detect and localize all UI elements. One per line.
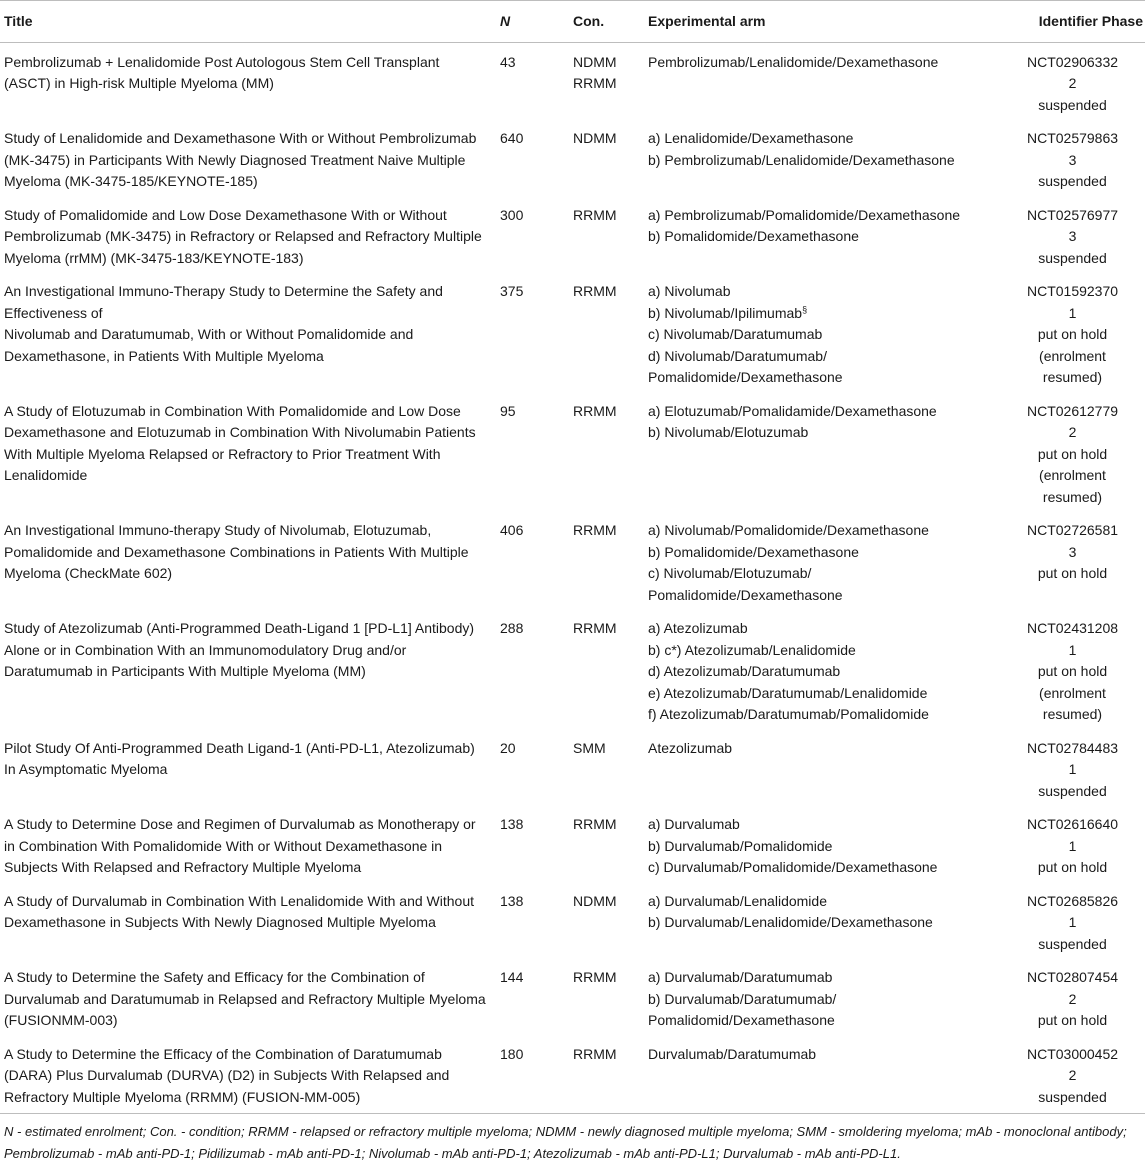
estimated-enrolment: 406	[500, 522, 524, 538]
table-row	[0, 960, 1145, 1037]
trial-title-text: A Study to Determine the Efficacy of the Combination of Daratumumab (DARA) Plus Durvalumab (DURVA) (D2) in Subjects With Relapsed and Refractory Multiple Myeloma (RRMM) (FUSION-MM-005)	[4, 1045, 450, 1105]
trial-title	[0, 394, 500, 514]
estimated-enrolment: 144	[500, 969, 524, 985]
experimental-arm: a) Elotuzumab/Pomalidamide/Dexamethasone	[648, 402, 937, 419]
experimental-arm-cell	[648, 121, 1000, 198]
condition: RRMM	[573, 75, 617, 91]
trial-title-text: A Study of Elotuzumab in Combination With Pomalidomide and Low Dose Dexamethasone and Elotuzumab in Combination With Nivolumabin Patients With Multiple Myeloma Relapsed or Refractory to Prior Treatment With Lenalidomide	[4, 402, 476, 483]
identifier-phase-cell	[1000, 611, 1145, 731]
condition-cell	[573, 513, 648, 611]
trial-identifier: NCT02726581	[1026, 522, 1119, 538]
experimental-arm: a) Nivolumab	[648, 283, 731, 299]
trial-title	[0, 198, 500, 275]
trial-identifier: NCT02431208	[1026, 620, 1119, 636]
trial-status: put on hold	[1037, 326, 1108, 342]
trial-phase: 2	[1068, 990, 1077, 1007]
experimental-arm-cell	[648, 1037, 1000, 1114]
trial-identifier: NCT02807454	[1026, 969, 1119, 985]
table-row	[0, 42, 1145, 121]
experimental-arm: b) Nivolumab/Ipilimumab§	[648, 303, 808, 321]
trial-title	[0, 807, 500, 884]
estimated-enrolment: 20	[500, 739, 516, 756]
experimental-arm: b) Pomalidomide/Dexamethasone	[648, 228, 859, 244]
trial-identifier: NCT02616640	[1026, 816, 1119, 832]
trial-title	[0, 611, 500, 731]
experimental-arm-cell	[648, 960, 1000, 1037]
experimental-arm: b) c*) Atezolizumab/Lenalidomide	[648, 641, 856, 658]
trial-title	[0, 960, 500, 1037]
experimental-arm-cell	[648, 513, 1000, 611]
experimental-arm: b) Durvalumab/Pomalidomide	[648, 837, 833, 854]
estimated-enrolment: 288	[500, 620, 524, 636]
trial-identifier: NCT02612779	[1026, 402, 1119, 419]
condition: NDMM	[573, 892, 617, 909]
estimated-enrolment: 95	[500, 402, 516, 419]
trial-status: resumed)	[1042, 706, 1103, 722]
trial-status: put on hold	[1037, 1012, 1108, 1028]
experimental-arm: Pomalidomide/Dexamethasone	[648, 586, 843, 603]
experimental-arm: b) Durvalumab/Lenalidomide/Dexamethasone	[648, 914, 933, 930]
condition: RRMM	[573, 206, 617, 223]
trial-status: suspended	[1038, 935, 1107, 952]
experimental-arm: b) Nivolumab/Elotuzumab	[648, 424, 809, 440]
table-row	[0, 611, 1145, 731]
trial-identifier: NCT03000452	[1026, 1045, 1119, 1062]
header-row	[0, 1, 1145, 43]
header-n: N	[500, 13, 511, 29]
table-row	[0, 394, 1145, 514]
identifier-phase-cell	[1000, 42, 1145, 121]
experimental-arm: a) Lenalidomide/Dexamethasone	[648, 130, 854, 146]
header-identifier-phase: Identifier Phase	[1038, 13, 1143, 29]
experimental-arm: c) Nivolumab/Elotuzumab/	[648, 565, 812, 581]
table-row	[0, 1037, 1145, 1114]
header-experimental-arm: Experimental arm	[648, 13, 766, 29]
trial-status: (enrolment	[1039, 467, 1106, 483]
trial-phase: 1	[1068, 914, 1077, 930]
condition: SMM	[573, 739, 606, 756]
trial-phase: 2	[1068, 424, 1077, 440]
experimental-arm: a) Durvalumab	[648, 816, 740, 832]
trial-phase: 2	[1068, 75, 1077, 91]
experimental-arm: a) Pembrolizumab/Pomalidomide/Dexamethasone	[648, 206, 961, 223]
condition-cell	[573, 611, 648, 731]
estimated-enrolment: 138	[500, 816, 524, 832]
condition: RRMM	[573, 816, 617, 832]
trial-identifier: NCT02685826	[1026, 892, 1119, 909]
trial-status: suspended	[1038, 173, 1107, 189]
condition-cell	[573, 42, 648, 121]
trial-title-text: Study of Lenalidomide and Dexamethasone With or Without Pembrolizumab (MK-3475) in Participants With Newly Diagnosed Treatment Naive Multiple Myeloma (MK-3475-185/KEYNOTE-185)	[4, 130, 477, 189]
experimental-arm: b) Durvalumab/Daratumumab/	[648, 990, 837, 1007]
experimental-arm: Atezolizumab	[648, 739, 733, 756]
trial-status: (enrolment	[1039, 347, 1106, 364]
trial-status: put on hold	[1037, 565, 1108, 581]
trial-title-text: Pembrolizumab + Lenalidomide Post Autologous Stem Cell Transplant (ASCT) in High-risk Multiple Myeloma (MM)	[4, 53, 440, 91]
condition-cell	[573, 807, 648, 884]
trial-phase: 3	[1068, 543, 1077, 560]
condition: RRMM	[573, 969, 617, 985]
condition-cell	[573, 121, 648, 198]
identifier-phase-cell	[1000, 274, 1145, 394]
trial-status: resumed)	[1042, 369, 1103, 385]
trial-status: suspended	[1038, 1088, 1107, 1105]
estimated-enrolment: 640	[500, 130, 524, 146]
experimental-arm: Pomalidomid/Dexamethasone	[648, 1012, 835, 1028]
condition-cell	[573, 198, 648, 275]
condition: RRMM	[573, 1045, 617, 1062]
condition: RRMM	[573, 620, 617, 636]
experimental-arm: a) Durvalumab/Daratumumab	[648, 969, 833, 985]
trial-status: resumed)	[1042, 488, 1103, 505]
experimental-arm: b) Pomalidomide/Dexamethasone	[648, 543, 859, 560]
condition: RRMM	[573, 522, 617, 538]
trial-identifier: NCT02784483	[1026, 739, 1119, 756]
trial-title	[0, 1037, 500, 1114]
table-row	[0, 121, 1145, 198]
experimental-arm: a) Atezolizumab	[648, 620, 748, 636]
experimental-arm: Pomalidomide/Dexamethasone	[648, 369, 843, 385]
trial-phase: 3	[1068, 151, 1077, 168]
trial-title	[0, 513, 500, 611]
trial-identifier: NCT02579863	[1026, 130, 1119, 146]
condition: RRMM	[573, 283, 617, 299]
experimental-arm: Pembrolizumab/Lenalidomide/Dexamethasone	[648, 53, 939, 70]
condition-cell	[573, 1037, 648, 1114]
estimated-enrolment: 300	[500, 206, 524, 223]
estimated-enrolment: 180	[500, 1045, 524, 1062]
trial-phase: 1	[1068, 641, 1077, 658]
experimental-arm: c) Durvalumab/Pomalidomide/Dexamethasone	[648, 859, 938, 875]
table-row	[0, 198, 1145, 275]
experimental-arm: a) Nivolumab/Pomalidomide/Dexamethasone	[648, 522, 929, 538]
condition: NDMM	[573, 53, 617, 70]
trial-title-text: Study of Pomalidomide and Low Dose Dexamethasone With or Without Pembrolizumab (MK-3475) in Refractory or Relapsed and Refractory Multiple Myeloma (rrMM) (MK-3475-183/KEYNOTE-183)	[4, 206, 482, 266]
header-title: Title	[4, 13, 33, 29]
footnote-marker: §	[802, 303, 808, 314]
experimental-arm: e) Atezolizumab/Daratumumab/Lenalidomide	[648, 684, 928, 701]
trial-phase: 1	[1068, 304, 1077, 321]
trial-status: suspended	[1038, 249, 1107, 266]
trial-phase: 1	[1068, 837, 1077, 854]
experimental-arm-cell	[648, 807, 1000, 884]
trial-phase: 3	[1068, 228, 1077, 244]
experimental-arm-cell	[648, 611, 1000, 731]
trial-identifier: NCT01592370	[1026, 283, 1119, 299]
condition: RRMM	[573, 402, 617, 419]
trial-title	[0, 884, 500, 961]
table-row	[0, 884, 1145, 961]
identifier-phase-cell	[1000, 394, 1145, 514]
trial-phase: 1	[1068, 761, 1077, 777]
estimated-enrolment: 375	[500, 283, 524, 299]
table-footnote: N - estimated enrolment; Con. - condition; RRMM - relapsed or refractory multiple myeloma; NDMM - newly diagnosed multiple myeloma; SMM - smoldering myeloma; mAb - monoclonal antibody; Pembrolizumab - mAb anti-PD-1; Pidilizumab - mAb anti-PD-1; Nivolumab - mAb anti-PD-1; Atezolizumab - mAb anti-PD-L1; Durvalumab - mAb anti-PD-L1.	[4, 1124, 1127, 1161]
experimental-arm: a) Durvalumab/Lenalidomide	[648, 892, 827, 909]
trial-status: suspended	[1038, 782, 1107, 799]
identifier-phase-cell	[1000, 513, 1145, 611]
identifier-phase-cell	[1000, 121, 1145, 198]
condition: NDMM	[573, 130, 617, 146]
trial-title-text: A Study to Determine the Safety and Efficacy for the Combination of Durvalumab and Daratumumab in Relapsed and Refractory Multiple Myeloma (FUSIONMM-003)	[4, 969, 486, 1028]
trial-identifier: NCT02576977	[1026, 206, 1119, 223]
trial-title-text: A Study to Determine Dose and Regimen of Durvalumab as Monotherapy or in Combination With Pomalidomide With or Without Dexamethasone in Subjects With Relapsed and Refractory Multiple Myeloma	[4, 816, 476, 875]
experimental-arm: f) Atezolizumab/Daratumumab/Pomalidomide	[648, 706, 929, 722]
identifier-phase-cell	[1000, 960, 1145, 1037]
trial-title-text: An Investigational Immuno-Therapy Study to Determine the Safety and Effectiveness of	[4, 283, 443, 321]
trial-title-text: Study of Atezolizumab (Anti-Programmed Death-Ligand 1 [PD-L1] Antibody) Alone or in Combination With an Immunomodulatory Drug and/or Daratumumab in Participants With Multiple Myeloma (MM)	[4, 620, 475, 679]
condition-cell	[573, 884, 648, 961]
condition-cell	[573, 274, 648, 394]
condition-cell	[573, 731, 648, 808]
trial-status: suspended	[1038, 96, 1107, 113]
experimental-arm: Durvalumab/Daratumumab	[648, 1045, 817, 1062]
identifier-phase-cell	[1000, 807, 1145, 884]
identifier-phase-cell	[1000, 731, 1145, 808]
trial-status: (enrolment	[1039, 684, 1106, 701]
trial-title-text: Nivolumab and Daratumumab, With or Without Pomalidomide and Dexamethasone, in Patients With Multiple Myeloma	[4, 326, 414, 364]
trial-identifier: NCT02906332	[1026, 53, 1119, 70]
table-row	[0, 731, 1145, 808]
experimental-arm-cell	[648, 884, 1000, 961]
table-row	[0, 513, 1145, 611]
estimated-enrolment: 138	[500, 892, 524, 909]
trial-title-text: A Study of Durvalumab in Combination With Lenalidomide With and Without Dexamethasone in Subjects With Newly Diagnosed Multiple Myeloma	[4, 892, 475, 930]
estimated-enrolment: 43	[500, 53, 516, 70]
identifier-phase-cell	[1000, 1037, 1145, 1114]
experimental-arm-cell	[648, 274, 1000, 394]
trial-status: put on hold	[1037, 445, 1108, 462]
table-row	[0, 807, 1145, 884]
trial-title	[0, 731, 500, 808]
trial-title	[0, 42, 500, 121]
trial-status: put on hold	[1037, 663, 1108, 679]
experimental-arm: b) Pembrolizumab/Lenalidomide/Dexamethasone	[648, 151, 955, 168]
experimental-arm: c) Nivolumab/Daratumumab	[648, 326, 823, 342]
header-condition: Con.	[573, 13, 605, 29]
trial-title-text: An Investigational Immuno-therapy Study of Nivolumab, Elotuzumab, Pomalidomide and Dexamethasone Combinations in Patients With Multiple Myeloma (CheckMate 602)	[4, 522, 469, 581]
experimental-arm-cell	[648, 731, 1000, 808]
trial-title	[0, 274, 500, 394]
table-row	[0, 274, 1145, 394]
trial-title-text: Pilot Study Of Anti-Programmed Death Ligand-1 (Anti-PD-L1, Atezolizumab) In Asymptomatic Myeloma	[4, 739, 475, 777]
experimental-arm: d) Nivolumab/Daratumumab/	[648, 347, 827, 364]
trial-title	[0, 121, 500, 198]
experimental-arm-cell	[648, 42, 1000, 121]
condition-cell	[573, 960, 648, 1037]
trial-phase: 2	[1068, 1067, 1077, 1083]
trial-status: put on hold	[1037, 859, 1108, 875]
identifier-phase-cell	[1000, 198, 1145, 275]
experimental-arm: d) Atezolizumab/Daratumumab	[648, 663, 841, 679]
condition-cell	[573, 394, 648, 514]
identifier-phase-cell	[1000, 884, 1145, 961]
experimental-arm-cell	[648, 394, 1000, 514]
experimental-arm-cell	[648, 198, 1000, 275]
